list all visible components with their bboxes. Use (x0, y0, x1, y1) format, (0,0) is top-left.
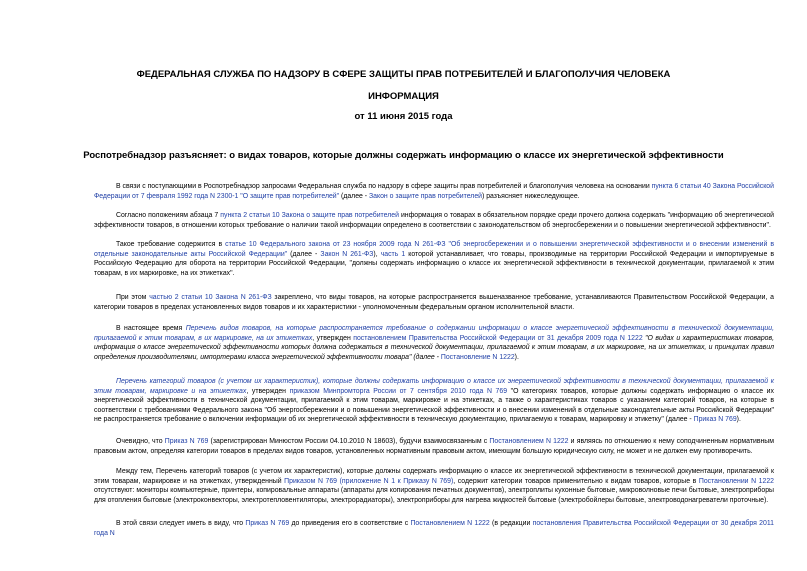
paragraph-text: В настоящее время (116, 325, 186, 332)
document-link[interactable]: пункта 2 статьи 10 Закона о защите прав потребителей (220, 212, 399, 219)
document-link[interactable]: частью 2 статьи 10 Закона N 261-ФЗ (149, 294, 272, 301)
document-link[interactable]: Закон о защите прав потребителей (368, 192, 483, 200)
paragraph (94, 437, 774, 456)
paragraph-text: ), (373, 250, 381, 258)
paragraph-text: , содержит категории товаров применительно к видам товаров, которые в (453, 477, 699, 485)
document-link[interactable]: часть 1 (380, 250, 406, 258)
paragraph-text: (зарегистрирован Минюстом России 04.10.2010 N 18603), будучи взаимосвязанным с (208, 438, 490, 445)
document-type-heading: ИНФОРМАЦИЯ (368, 91, 439, 102)
document-link[interactable]: Постановлением N 1222 (489, 438, 569, 445)
document-link[interactable]: Приказ N 769 (245, 520, 290, 527)
paragraph-text: В связи с поступающими в Роспотребнадзор запросами Федеральная служба по надзору в сфере защиты прав потребителей и благополучия человека на основании (116, 183, 652, 190)
paragraph-text: отсутствуют: мониторы компьютерные, принтеры, копировальные аппараты (аппараты для копирования печатных документов), электроплиты кухонные бытовые, микроволновые печи бытовые, электроприборы для отопления бытовые (электроконвекторы, электротепловентиляторы, электрорадиаторы), электроприборы для нагрева жидкостей бытовые (электробойлеры бытовые, электроводонагреватели проточные). (94, 487, 774, 504)
document-link[interactable]: Перечень категорий товаров (с учетом их характеристик), которые должны содержать информацию о классе их энергетической эффективности в технической документации, прилагаемой к этим товарам, маркировке и на этикетках (94, 378, 774, 395)
paragraph (94, 467, 774, 505)
paragraph-text: до приведения его в соответствие с (289, 520, 411, 527)
document-link[interactable]: Приказом N 769 (приложение N 1 к Приказу N 769) (284, 477, 454, 485)
document-date: от 11 июня 2015 года (354, 111, 453, 122)
paragraph-text: "О категориях товаров, которые должны содержать информацию о классе их энергетической эффективности в технической документации, прилагаемой к этим товарам, маркировке и на этикетках, а также о характеристиках товаров с указанием категорий товаров, на которые в соответствии с требованиями Федерального закона "Об энергосбережении и о повышении энергетической эффективности и о внесении изменений в отдельные законодательные акты Российской Федерации" не распространяется требование о включении информации об их энергетической эффективности в техническую документацию, прилагаемую к товарам, маркировку и этикетку" (далее - (94, 387, 774, 424)
document-link[interactable]: постановления Правительства Российской Федерации от 30 декабря 2011 года N (94, 520, 774, 537)
paragraph-text: ). (736, 416, 741, 424)
paragraph-text: При этом (116, 294, 150, 301)
paragraph-text: Согласно положениям абзаца 7 (116, 212, 221, 219)
agency-heading: ФЕДЕРАЛЬНАЯ СЛУЖБА ПО НАДЗОРУ В СФЕРЕ ЗАЩИТЫ ПРАВ ПОТРЕБИТЕЛЕЙ И БЛАГОПОЛУЧИЯ ЧЕЛОВЕКА (136, 69, 671, 80)
paragraph (94, 211, 774, 230)
paragraph-text: которой устанавливает, что товары, производимые на территории Российской Федерации и импортируемые в Российскую Федерацию для оборота на территории Российской Федерации, "должны содержать информацию о классе их энергетической эффективности в технической документации, прилагаемой к этим товарам, в их маркировке, на их этикетках". (94, 250, 774, 277)
paragraph-text: и являясь по отношению к нему соподчиненным нормативным правовым актом, определяя категории товаров в пределах видов товаров, установленных нормативным правовым актом, имеющим большую юридическую силу, не может и не должен ему противоречить. (94, 438, 774, 455)
paragraph-text: закреплено, что виды товаров, на которые распространяется вышеназванное требование, устанавливаются Правительством Российской Федерации, а категории товаров в пределах установленных видов товаров и их характеристики - уполномоченным федеральным органом исполнительной власти. (94, 294, 774, 311)
paragraph-text: ). (514, 353, 519, 361)
document-link[interactable]: приказом Минпромторга России от 7 сентября 2010 года N 769 (289, 387, 508, 395)
paragraph (94, 324, 774, 362)
document-link[interactable]: статье 10 Федерального закона от 23 ноября 2009 года N 261-ФЗ "Об энергосбережении и о повышении энергетической эффективности и о внесении изменений в отдельные законодательные акты Российской Федерации" (94, 241, 774, 258)
paragraph-text: Очевидно, что (116, 438, 165, 445)
document-link[interactable]: Постановлением N 1222 (410, 520, 490, 527)
document-subtitle: Роспотребнадзор разъясняет: о видах товаров, которые должны содержать информацию о классе их энергетической эффективности (83, 150, 724, 161)
paragraph (94, 182, 774, 201)
paragraph-text: информация о товарах в обязательном порядке среди прочего должна содержать "информацию об энергетической эффективности товаров, в отношении которых требование о наличии такой информации определено в соответствии с законодательством об энергосбережении и о повышении энергетической эффективности". (94, 212, 775, 229)
paragraph (94, 377, 774, 425)
document-link[interactable]: Перечень видов товаров, на которые распространяется требование о содержании информации о классе энергетической эффективности в технической документации, прилагаемой к этим товарам, в их маркировке, на их этикетках (94, 325, 774, 342)
document-link[interactable]: пункта 6 статьи 40 Закона Российской Федерации от 7 февраля 1992 года N 2300-1 "О защите прав потребителей" (94, 183, 774, 200)
document-link[interactable]: Постановлении N 1222 (698, 477, 774, 485)
paragraph-text: ) разъясняет нижеследующее. (482, 192, 580, 200)
paragraph-text: (далее - (287, 250, 321, 258)
document-link[interactable]: постановлением Правительства Российской Федерации от 31 декабря 2009 года N 1222 (353, 334, 643, 342)
paragraph (94, 519, 774, 538)
paragraph-text: (далее - (339, 192, 369, 200)
paragraph-text: Между тем, Перечень категорий товаров (с учетом их характеристик), которые должны содержать информацию о классе их энергетической эффективности в технической документации, прилагаемой к этим товарам, маркировке и на этикетках, утвержденный (94, 468, 774, 485)
paragraph-text: , утвержден (312, 334, 354, 342)
paragraph-text: , утвержден (246, 387, 290, 395)
paragraph-text: В этой связи следует иметь в виду, что (116, 520, 246, 527)
paragraph (94, 240, 774, 278)
paragraph (94, 293, 774, 312)
document-link[interactable]: Закон N 261-ФЗ (320, 250, 374, 258)
paragraph-text: "О видах и характеристиках товаров, информация о классе энергетической эффективности которых должна содержаться в технической документации, прилагаемой к этим товарам, в их маркировке, на их этикетках, и принципах правил определения производителями, импортерами класса энергетической эффективности товара" (далее - (94, 334, 774, 361)
paragraph-text: Такое требование содержится в (116, 241, 226, 248)
document-link[interactable]: Постановление N 1222 (440, 353, 515, 361)
paragraph-text: (в редакции (489, 520, 533, 527)
document-link[interactable]: Приказ N 769 (693, 416, 737, 424)
document-link[interactable]: Приказ N 769 (164, 438, 209, 445)
